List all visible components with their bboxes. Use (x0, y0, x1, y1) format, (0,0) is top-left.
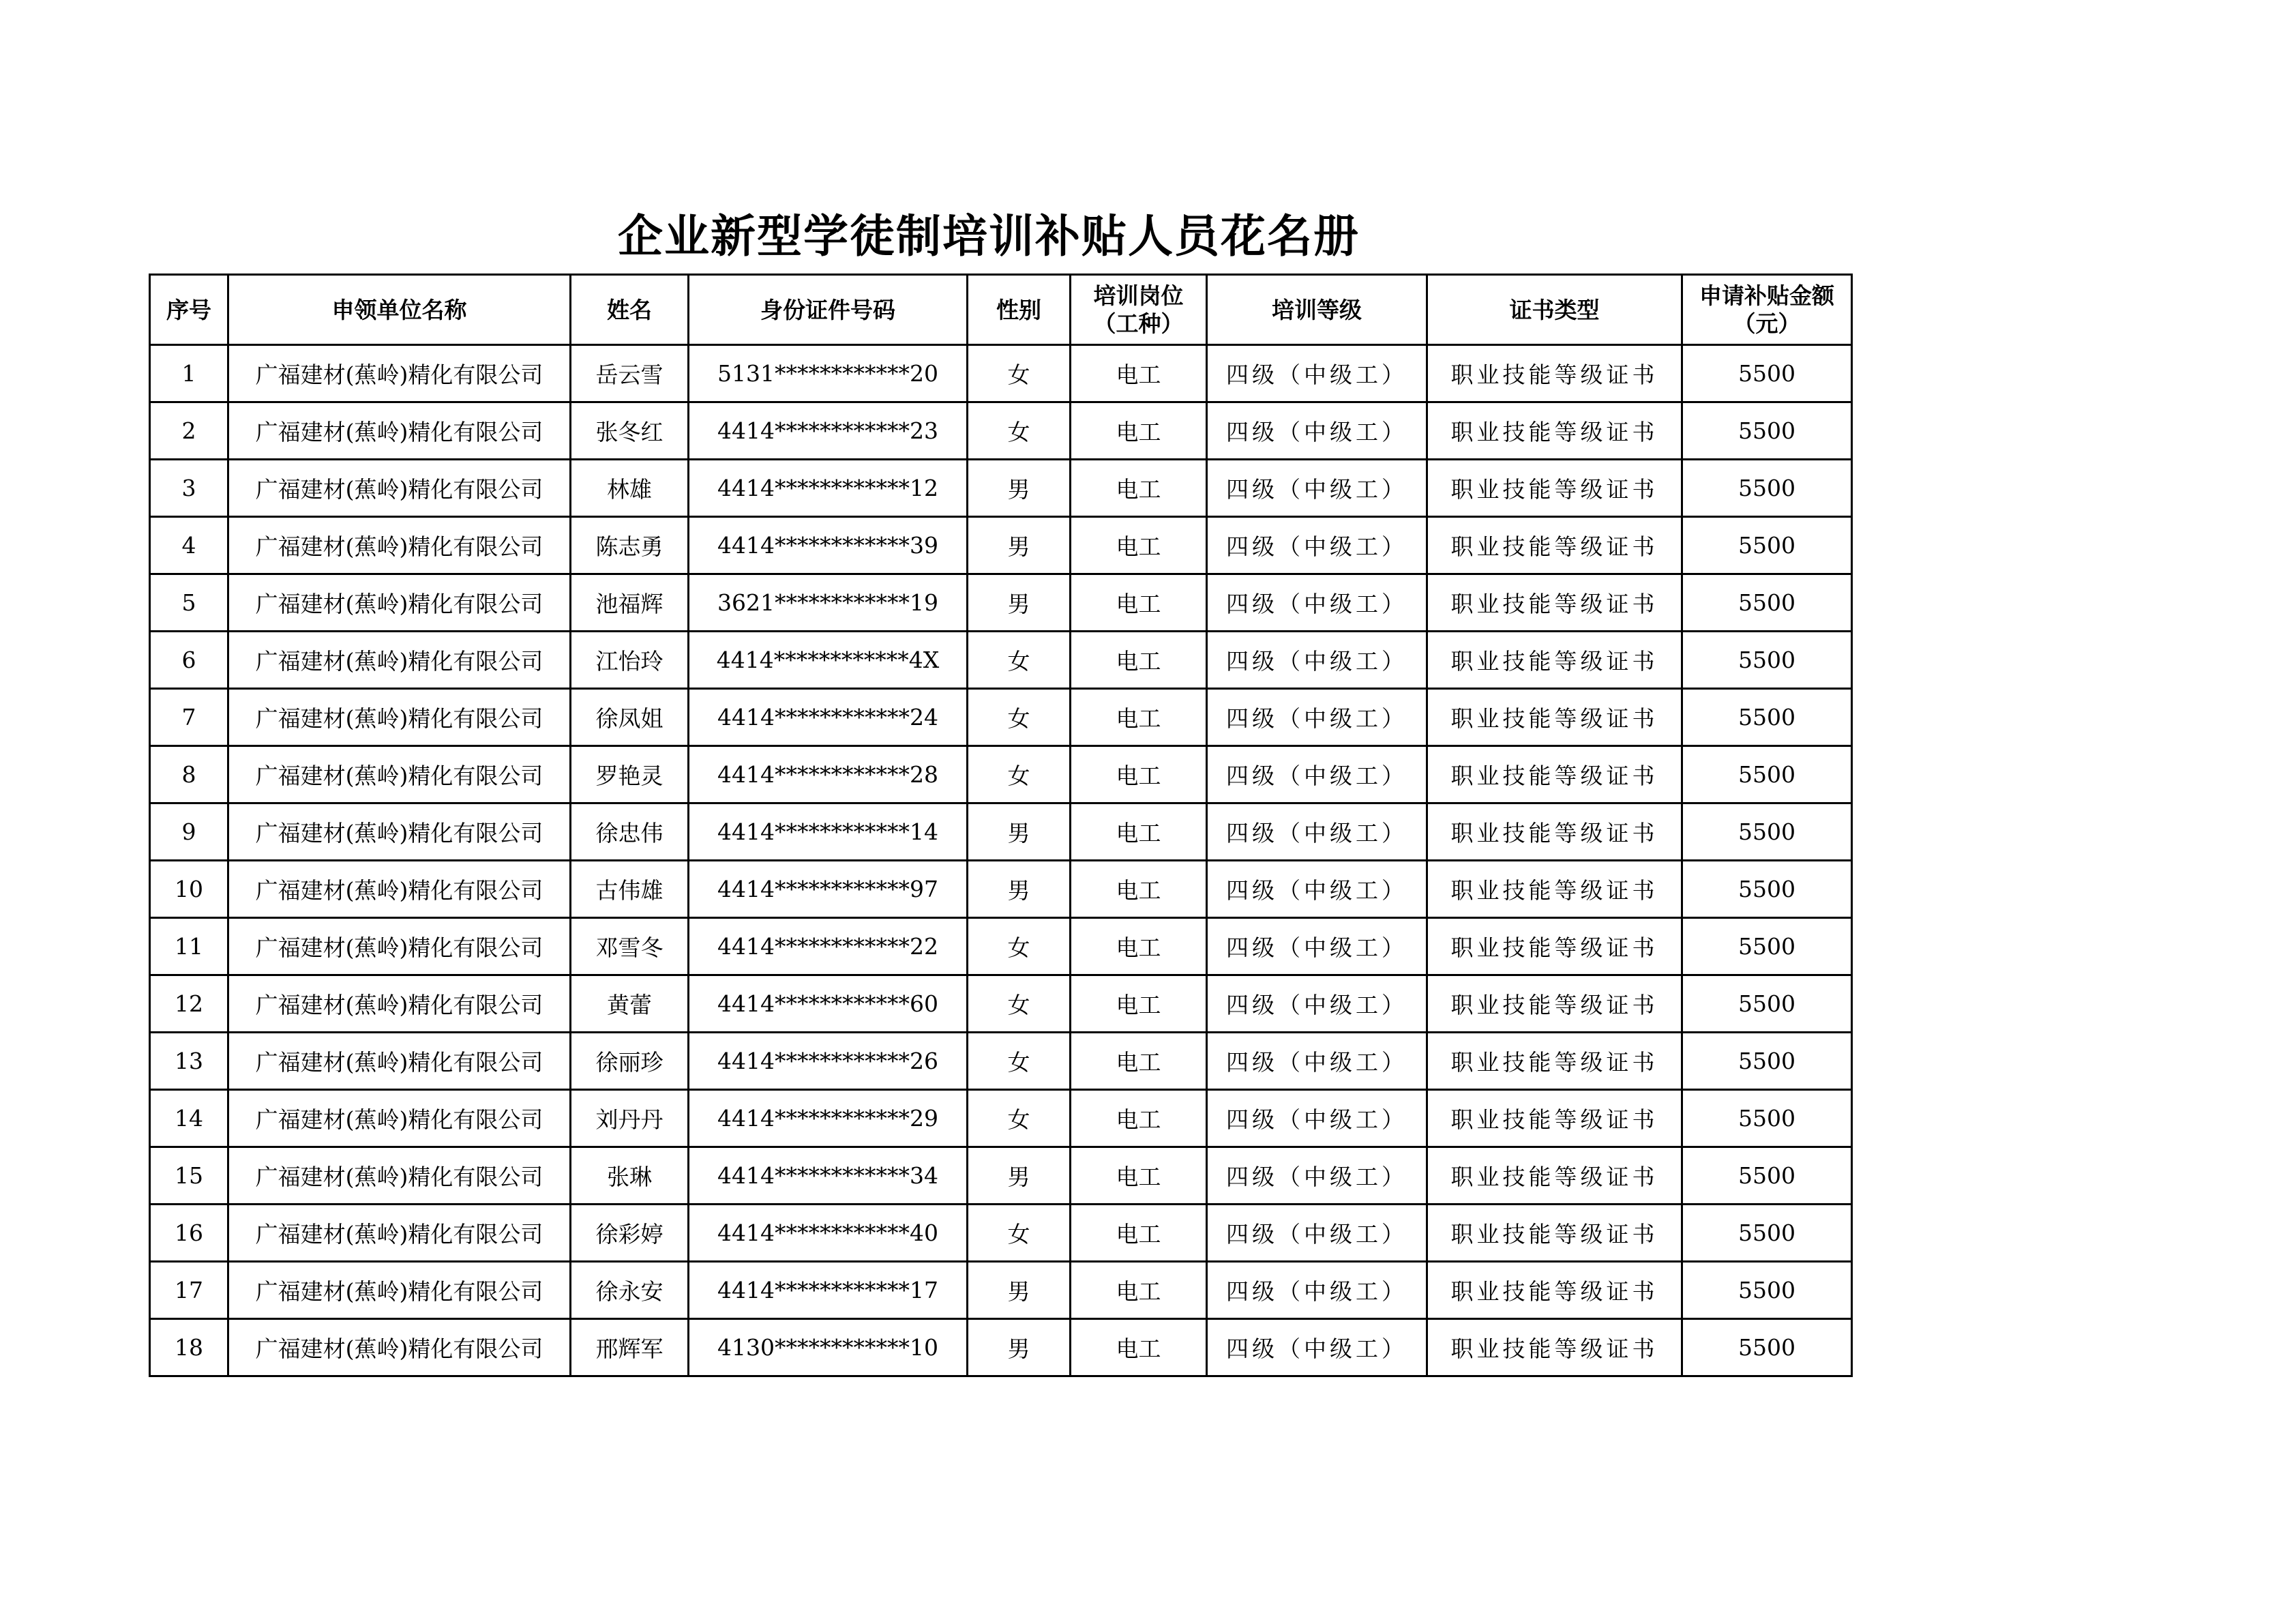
cell-id-number: 4414************40 (689, 1205, 968, 1262)
table-row (150, 1205, 1852, 1262)
cell-post: 电工 (1071, 861, 1207, 918)
cell-company: 广福建材(蕉岭)精化有限公司 (228, 460, 571, 517)
cell-level: 四级（中级工） (1207, 861, 1427, 918)
cell-post: 电工 (1071, 918, 1207, 975)
cell-id-number: 4414************23 (689, 402, 968, 460)
cell-gender: 男 (968, 574, 1071, 632)
table-row (150, 402, 1852, 460)
cell-company: 广福建材(蕉岭)精化有限公司 (228, 975, 571, 1033)
cell-post: 电工 (1071, 1090, 1207, 1147)
table-row (150, 1262, 1852, 1319)
cell-amount: 5500 (1682, 460, 1852, 517)
cell-amount: 5500 (1682, 632, 1852, 689)
cell-gender: 男 (968, 460, 1071, 517)
cell-gender: 女 (968, 746, 1071, 803)
cell-amount: 5500 (1682, 1033, 1852, 1090)
cell-id-number: 4414************12 (689, 460, 968, 517)
cell-gender: 女 (968, 402, 1071, 460)
cell-cert: 职业技能等级证书 (1427, 345, 1682, 402)
cell-name: 陈志勇 (571, 517, 689, 574)
cell-post: 电工 (1071, 1319, 1207, 1376)
cell-index: 3 (150, 460, 228, 517)
cell-post: 电工 (1071, 574, 1207, 632)
cell-cert: 职业技能等级证书 (1427, 1147, 1682, 1205)
cell-company: 广福建材(蕉岭)精化有限公司 (228, 517, 571, 574)
cell-cert: 职业技能等级证书 (1427, 803, 1682, 861)
cell-index: 4 (150, 517, 228, 574)
cell-post: 电工 (1071, 746, 1207, 803)
table-row (150, 746, 1852, 803)
cell-gender: 女 (968, 1033, 1071, 1090)
cell-amount: 5500 (1682, 975, 1852, 1033)
cell-index: 17 (150, 1262, 228, 1319)
cell-company: 广福建材(蕉岭)精化有限公司 (228, 1033, 571, 1090)
cell-level: 四级（中级工） (1207, 345, 1427, 402)
header-gender: 性别 (968, 275, 1071, 345)
cell-gender: 男 (968, 803, 1071, 861)
cell-index: 9 (150, 803, 228, 861)
cell-level: 四级（中级工） (1207, 1090, 1427, 1147)
cell-id-number: 4414************97 (689, 861, 968, 918)
cell-amount: 5500 (1682, 1262, 1852, 1319)
cell-post: 电工 (1071, 1262, 1207, 1319)
cell-post: 电工 (1071, 345, 1207, 402)
table-header-row (150, 275, 1852, 345)
cell-name: 江怡玲 (571, 632, 689, 689)
cell-amount: 5500 (1682, 1090, 1852, 1147)
cell-id-number: 4130************10 (689, 1319, 968, 1376)
cell-level: 四级（中级工） (1207, 632, 1427, 689)
cell-index: 18 (150, 1319, 228, 1376)
cell-gender: 女 (968, 975, 1071, 1033)
cell-level: 四级（中级工） (1207, 1262, 1427, 1319)
cell-index: 10 (150, 861, 228, 918)
cell-cert: 职业技能等级证书 (1427, 861, 1682, 918)
cell-name: 罗艳灵 (571, 746, 689, 803)
cell-company: 广福建材(蕉岭)精化有限公司 (228, 1090, 571, 1147)
header-name: 姓名 (571, 275, 689, 345)
cell-gender: 女 (968, 1090, 1071, 1147)
table-body (150, 345, 1852, 1376)
header-post-line1: 培训岗位 (1093, 282, 1184, 309)
cell-level: 四级（中级工） (1207, 1205, 1427, 1262)
cell-index: 11 (150, 918, 228, 975)
cell-cert: 职业技能等级证书 (1427, 1205, 1682, 1262)
cell-level: 四级（中级工） (1207, 517, 1427, 574)
cell-index: 2 (150, 402, 228, 460)
cell-id-number: 4414************29 (689, 1090, 968, 1147)
cell-id-number: 4414************14 (689, 803, 968, 861)
cell-gender: 女 (968, 345, 1071, 402)
cell-index: 8 (150, 746, 228, 803)
table-row (150, 345, 1852, 402)
cell-cert: 职业技能等级证书 (1427, 460, 1682, 517)
cell-post: 电工 (1071, 975, 1207, 1033)
cell-gender: 男 (968, 1147, 1071, 1205)
header-amount (1682, 275, 1852, 345)
cell-company: 广福建材(蕉岭)精化有限公司 (228, 689, 571, 746)
header-cert: 证书类型 (1427, 275, 1682, 345)
cell-cert: 职业技能等级证书 (1427, 689, 1682, 746)
table-row (150, 689, 1852, 746)
cell-company: 广福建材(蕉岭)精化有限公司 (228, 1262, 571, 1319)
cell-index: 7 (150, 689, 228, 746)
cell-amount: 5500 (1682, 803, 1852, 861)
cell-post: 电工 (1071, 1147, 1207, 1205)
cell-id-number: 4414************28 (689, 746, 968, 803)
table-row (150, 574, 1852, 632)
cell-cert: 职业技能等级证书 (1427, 1090, 1682, 1147)
cell-amount: 5500 (1682, 402, 1852, 460)
cell-gender: 男 (968, 1319, 1071, 1376)
cell-amount: 5500 (1682, 1147, 1852, 1205)
cell-id-number: 4414************60 (689, 975, 968, 1033)
cell-name: 张冬红 (571, 402, 689, 460)
header-amount-line1: 申请补贴金额 (1699, 282, 1834, 309)
cell-id-number: 4414************26 (689, 1033, 968, 1090)
table-row (150, 460, 1852, 517)
cell-name: 黄蕾 (571, 975, 689, 1033)
header-company: 申领单位名称 (228, 275, 571, 345)
cell-id-number: 3621************19 (689, 574, 968, 632)
table-row (150, 1033, 1852, 1090)
cell-index: 15 (150, 1147, 228, 1205)
cell-company: 广福建材(蕉岭)精化有限公司 (228, 1319, 571, 1376)
cell-gender: 女 (968, 689, 1071, 746)
cell-id-number: 4414************22 (689, 918, 968, 975)
cell-cert: 职业技能等级证书 (1427, 918, 1682, 975)
cell-name: 徐永安 (571, 1262, 689, 1319)
table-row (150, 975, 1852, 1033)
cell-level: 四级（中级工） (1207, 918, 1427, 975)
cell-amount: 5500 (1682, 746, 1852, 803)
cell-company: 广福建材(蕉岭)精化有限公司 (228, 1205, 571, 1262)
cell-amount: 5500 (1682, 1205, 1852, 1262)
cell-company: 广福建材(蕉岭)精化有限公司 (228, 746, 571, 803)
cell-company: 广福建材(蕉岭)精化有限公司 (228, 918, 571, 975)
table-row (150, 517, 1852, 574)
cell-gender: 男 (968, 517, 1071, 574)
header-amount-line2: （元） (1733, 310, 1801, 337)
table-row (150, 918, 1852, 975)
cell-index: 13 (150, 1033, 228, 1090)
page-title: 企业新型学徒制培训补贴人员花名册 (618, 209, 1360, 263)
cell-level: 四级（中级工） (1207, 460, 1427, 517)
cell-index: 5 (150, 574, 228, 632)
cell-index: 12 (150, 975, 228, 1033)
table-row (150, 861, 1852, 918)
table-row (150, 803, 1852, 861)
cell-name: 邓雪冬 (571, 918, 689, 975)
cell-level: 四级（中级工） (1207, 402, 1427, 460)
cell-name: 徐忠伟 (571, 803, 689, 861)
cell-name: 徐彩婷 (571, 1205, 689, 1262)
table-row (150, 1147, 1852, 1205)
cell-name: 林雄 (571, 460, 689, 517)
cell-amount: 5500 (1682, 574, 1852, 632)
cell-amount: 5500 (1682, 918, 1852, 975)
cell-gender: 女 (968, 632, 1071, 689)
cell-amount: 5500 (1682, 345, 1852, 402)
cell-amount: 5500 (1682, 689, 1852, 746)
cell-index: 6 (150, 632, 228, 689)
cell-cert: 职业技能等级证书 (1427, 975, 1682, 1033)
header-post-line2: （工种） (1093, 310, 1184, 337)
cell-company: 广福建材(蕉岭)精化有限公司 (228, 632, 571, 689)
cell-post: 电工 (1071, 402, 1207, 460)
cell-amount: 5500 (1682, 861, 1852, 918)
cell-index: 14 (150, 1090, 228, 1147)
cell-post: 电工 (1071, 1033, 1207, 1090)
cell-company: 广福建材(蕉岭)精化有限公司 (228, 1147, 571, 1205)
cell-post: 电工 (1071, 1205, 1207, 1262)
cell-level: 四级（中级工） (1207, 1319, 1427, 1376)
table-row (150, 1090, 1852, 1147)
cell-gender: 女 (968, 1205, 1071, 1262)
cell-level: 四级（中级工） (1207, 975, 1427, 1033)
cell-cert: 职业技能等级证书 (1427, 746, 1682, 803)
cell-id-number: 4414************4X (689, 632, 968, 689)
cell-cert: 职业技能等级证书 (1427, 517, 1682, 574)
cell-post: 电工 (1071, 803, 1207, 861)
cell-post: 电工 (1071, 632, 1207, 689)
header-id-number: 身份证件号码 (689, 275, 968, 345)
cell-level: 四级（中级工） (1207, 803, 1427, 861)
cell-company: 广福建材(蕉岭)精化有限公司 (228, 345, 571, 402)
cell-post: 电工 (1071, 460, 1207, 517)
cell-amount: 5500 (1682, 1319, 1852, 1376)
cell-id-number: 4414************24 (689, 689, 968, 746)
cell-company: 广福建材(蕉岭)精化有限公司 (228, 574, 571, 632)
cell-name: 张琳 (571, 1147, 689, 1205)
cell-company: 广福建材(蕉岭)精化有限公司 (228, 402, 571, 460)
table-row (150, 1319, 1852, 1376)
cell-cert: 职业技能等级证书 (1427, 1319, 1682, 1376)
cell-cert: 职业技能等级证书 (1427, 1262, 1682, 1319)
cell-level: 四级（中级工） (1207, 746, 1427, 803)
cell-name: 徐丽珍 (571, 1033, 689, 1090)
cell-post: 电工 (1071, 689, 1207, 746)
header-post (1071, 275, 1207, 345)
cell-company: 广福建材(蕉岭)精化有限公司 (228, 861, 571, 918)
cell-level: 四级（中级工） (1207, 689, 1427, 746)
cell-name: 邢辉军 (571, 1319, 689, 1376)
cell-amount: 5500 (1682, 517, 1852, 574)
cell-level: 四级（中级工） (1207, 1147, 1427, 1205)
cell-gender: 男 (968, 1262, 1071, 1319)
cell-gender: 女 (968, 918, 1071, 975)
cell-cert: 职业技能等级证书 (1427, 402, 1682, 460)
cell-name: 岳云雪 (571, 345, 689, 402)
cell-company: 广福建材(蕉岭)精化有限公司 (228, 803, 571, 861)
cell-post: 电工 (1071, 517, 1207, 574)
cell-name: 池福辉 (571, 574, 689, 632)
cell-id-number: 4414************39 (689, 517, 968, 574)
cell-index: 16 (150, 1205, 228, 1262)
cell-level: 四级（中级工） (1207, 574, 1427, 632)
cell-name: 刘丹丹 (571, 1090, 689, 1147)
cell-name: 徐凤姐 (571, 689, 689, 746)
cell-cert: 职业技能等级证书 (1427, 632, 1682, 689)
cell-id-number: 4414************34 (689, 1147, 968, 1205)
roster-table (149, 274, 1853, 1377)
header-index: 序号 (150, 275, 228, 345)
cell-id-number: 4414************17 (689, 1262, 968, 1319)
cell-cert: 职业技能等级证书 (1427, 574, 1682, 632)
cell-level: 四级（中级工） (1207, 1033, 1427, 1090)
cell-name: 古伟雄 (571, 861, 689, 918)
cell-id-number: 5131************20 (689, 345, 968, 402)
header-level: 培训等级 (1207, 275, 1427, 345)
cell-cert: 职业技能等级证书 (1427, 1033, 1682, 1090)
cell-index: 1 (150, 345, 228, 402)
cell-gender: 男 (968, 861, 1071, 918)
table-row (150, 632, 1852, 689)
